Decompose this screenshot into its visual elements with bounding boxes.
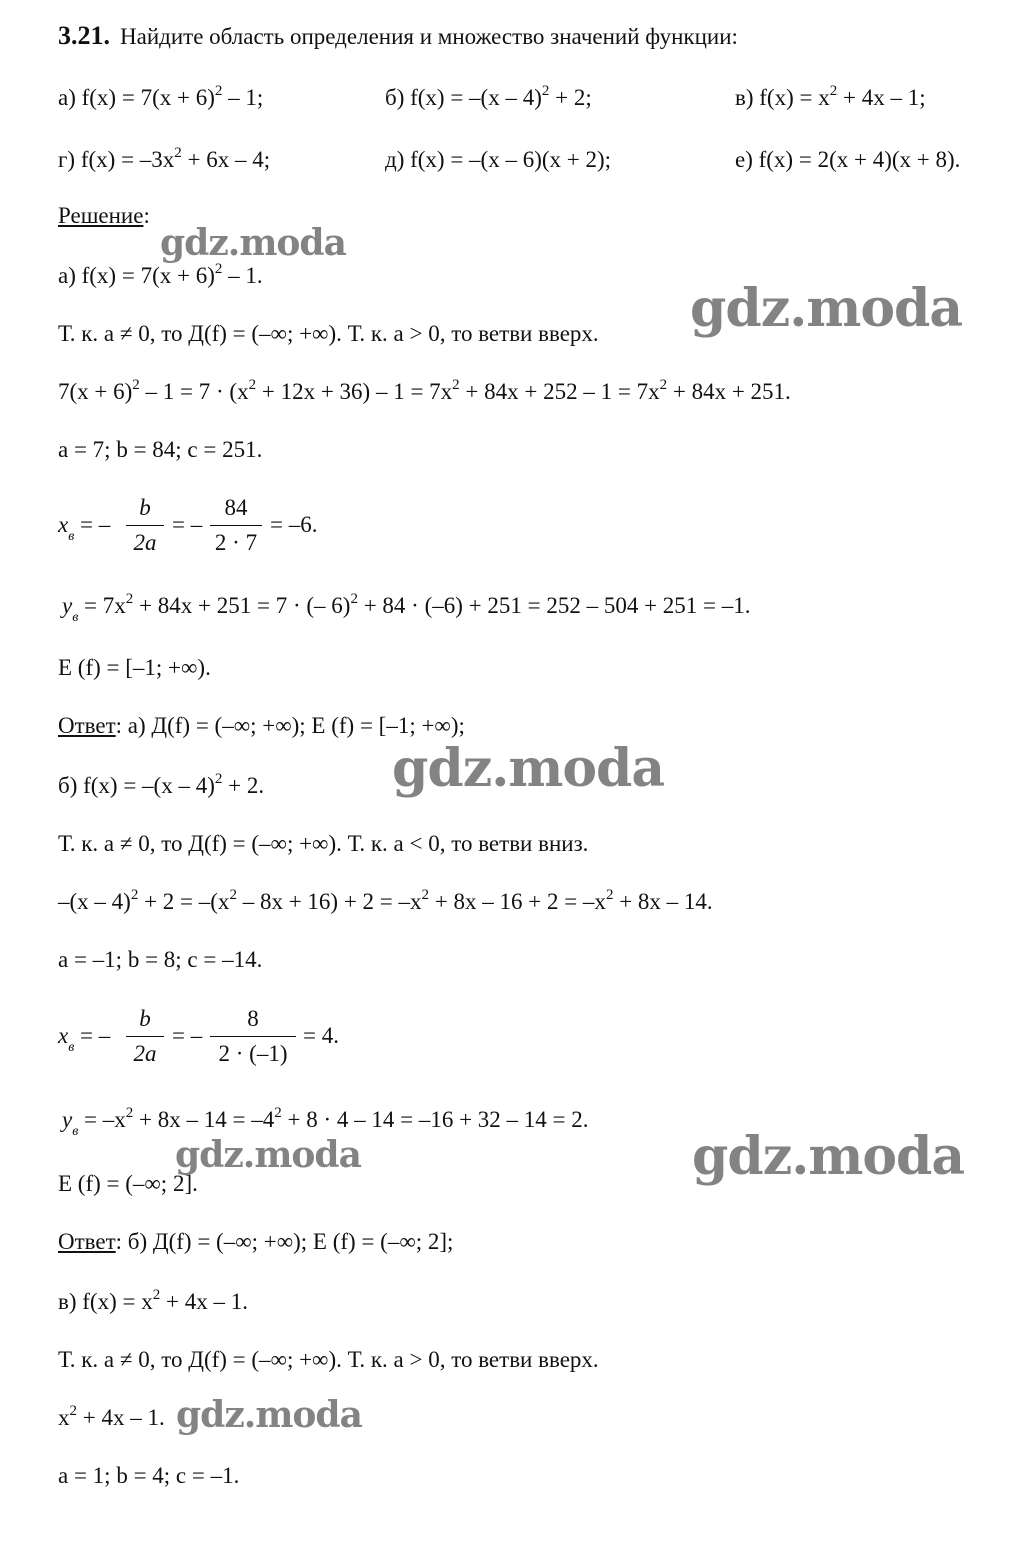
b-xv-eq: = – <box>172 1023 203 1048</box>
problem-statement: Найдите область определения и множество значений функции: <box>120 24 738 49</box>
task-g: г) $f(x) = -3x^2 + 6x - 4$; <box>58 145 271 172</box>
a-xv-label: $x_в$ = – <box>58 512 111 544</box>
task-d: д) f(x) = –(x – 6)(x + 2); <box>385 147 612 172</box>
task-a: а) $f(x) = 7(x + 6)^2 - 1$; <box>58 83 264 110</box>
c-expand: $x^2 + 4x - 1$. <box>58 1403 165 1430</box>
c-coeffs: a = 1; b = 4; c = –1. <box>58 1463 240 1488</box>
c-function: в) $f(x) = x^2 + 4x - 1$. <box>58 1287 248 1314</box>
solution-label: Решение: <box>58 203 150 228</box>
problem-header <box>58 22 738 51</box>
a-yv: $y_в = 7x^2 + 84x + 251 = 7$ · (– 6)$^2$ + 84 · (–6) + 251 = 252 – 504 + 251 = –1. <box>62 591 751 625</box>
b-expand: $-(x - 4)^2 + 2 = -(x^2 - 8x + 16) + 2 = -x^2 + 8x - 16 + 2 = -x^2 + 8x - 14$. <box>58 887 713 914</box>
task-e: е) f(x) = 2(x + 4)(x + 8). <box>735 147 961 172</box>
b-domain: Т. к. a ≠ 0, то Д(f) = (–∞; +∞). Т. к. a < 0, то ветви вниз. <box>58 831 589 856</box>
a-xv-frac2: 84 2 · 7 <box>210 494 262 557</box>
a-coeffs: a = 7; b = 84; c = 251. <box>58 437 263 462</box>
watermark: gdz.moda <box>160 222 346 264</box>
watermark: gdz.moda <box>692 1126 965 1187</box>
b-xv-label: $x_в$ = – <box>58 1023 111 1055</box>
b-yv: $y_в = -x^2 + 8x - 14 = -4^2 + 8 \cdot 4 - 14 = -16 + 32 - 14 = 2$. <box>62 1105 589 1139</box>
b-answer: Ответ: б) Д(f) = (–∞; +∞); E (f) = (–∞; 2]; <box>58 1229 454 1254</box>
c-domain: Т. к. a ≠ 0, то Д(f) = (–∞; +∞). Т. к. a > 0, то ветви вверх. <box>58 1347 599 1372</box>
a-expand: $7(x + 6)^2 - 1 = 7 \cdot (x^2 + 12x + 36) - 1 = 7x^2 + 84x + 252 - 1 = 7x^2 + 84x + 251$. <box>58 377 791 404</box>
watermark: gdz.moda <box>175 1134 361 1176</box>
a-xv-eq: = – <box>172 512 203 537</box>
task-v: в) $f(x) = x^2 + 4x - 1$; <box>735 83 926 110</box>
problem-number: 3.21. <box>58 21 110 50</box>
b-range: E (f) = (–∞; 2]. <box>58 1171 198 1196</box>
b-coeffs: a = –1; b = 8; c = –14. <box>58 947 263 972</box>
b-xv-result: = 4. <box>303 1023 339 1048</box>
b-function: б) f(x) = –(x – 4)$^2$ + 2. <box>58 771 265 798</box>
b-xv-frac1: b 2a <box>126 1005 164 1068</box>
watermark: gdz.moda <box>392 738 665 799</box>
b-xv-frac2: 8 2 · (–1) <box>210 1005 296 1068</box>
a-answer: Ответ: а) Д(f) = (–∞; +∞); E (f) = [–1; +∞); <box>58 713 465 738</box>
a-domain: Т. к. a ≠ 0, то Д(f) = (–∞; +∞). Т. к. a > 0, то ветви вверх. <box>58 321 599 346</box>
a-function: а) $f(x) = 7(x + 6)^2 - 1$. <box>58 261 263 288</box>
a-range: E (f) = [–1; +∞). <box>58 655 211 680</box>
a-xv-frac1: b 2a <box>126 494 164 557</box>
watermark: gdz.moda <box>690 278 963 339</box>
task-b: б) f(x) = –(x – 4)$^2$ + 2; <box>385 83 592 110</box>
watermark: gdz.moda <box>176 1394 362 1436</box>
a-xv-result: = –6. <box>270 512 318 537</box>
